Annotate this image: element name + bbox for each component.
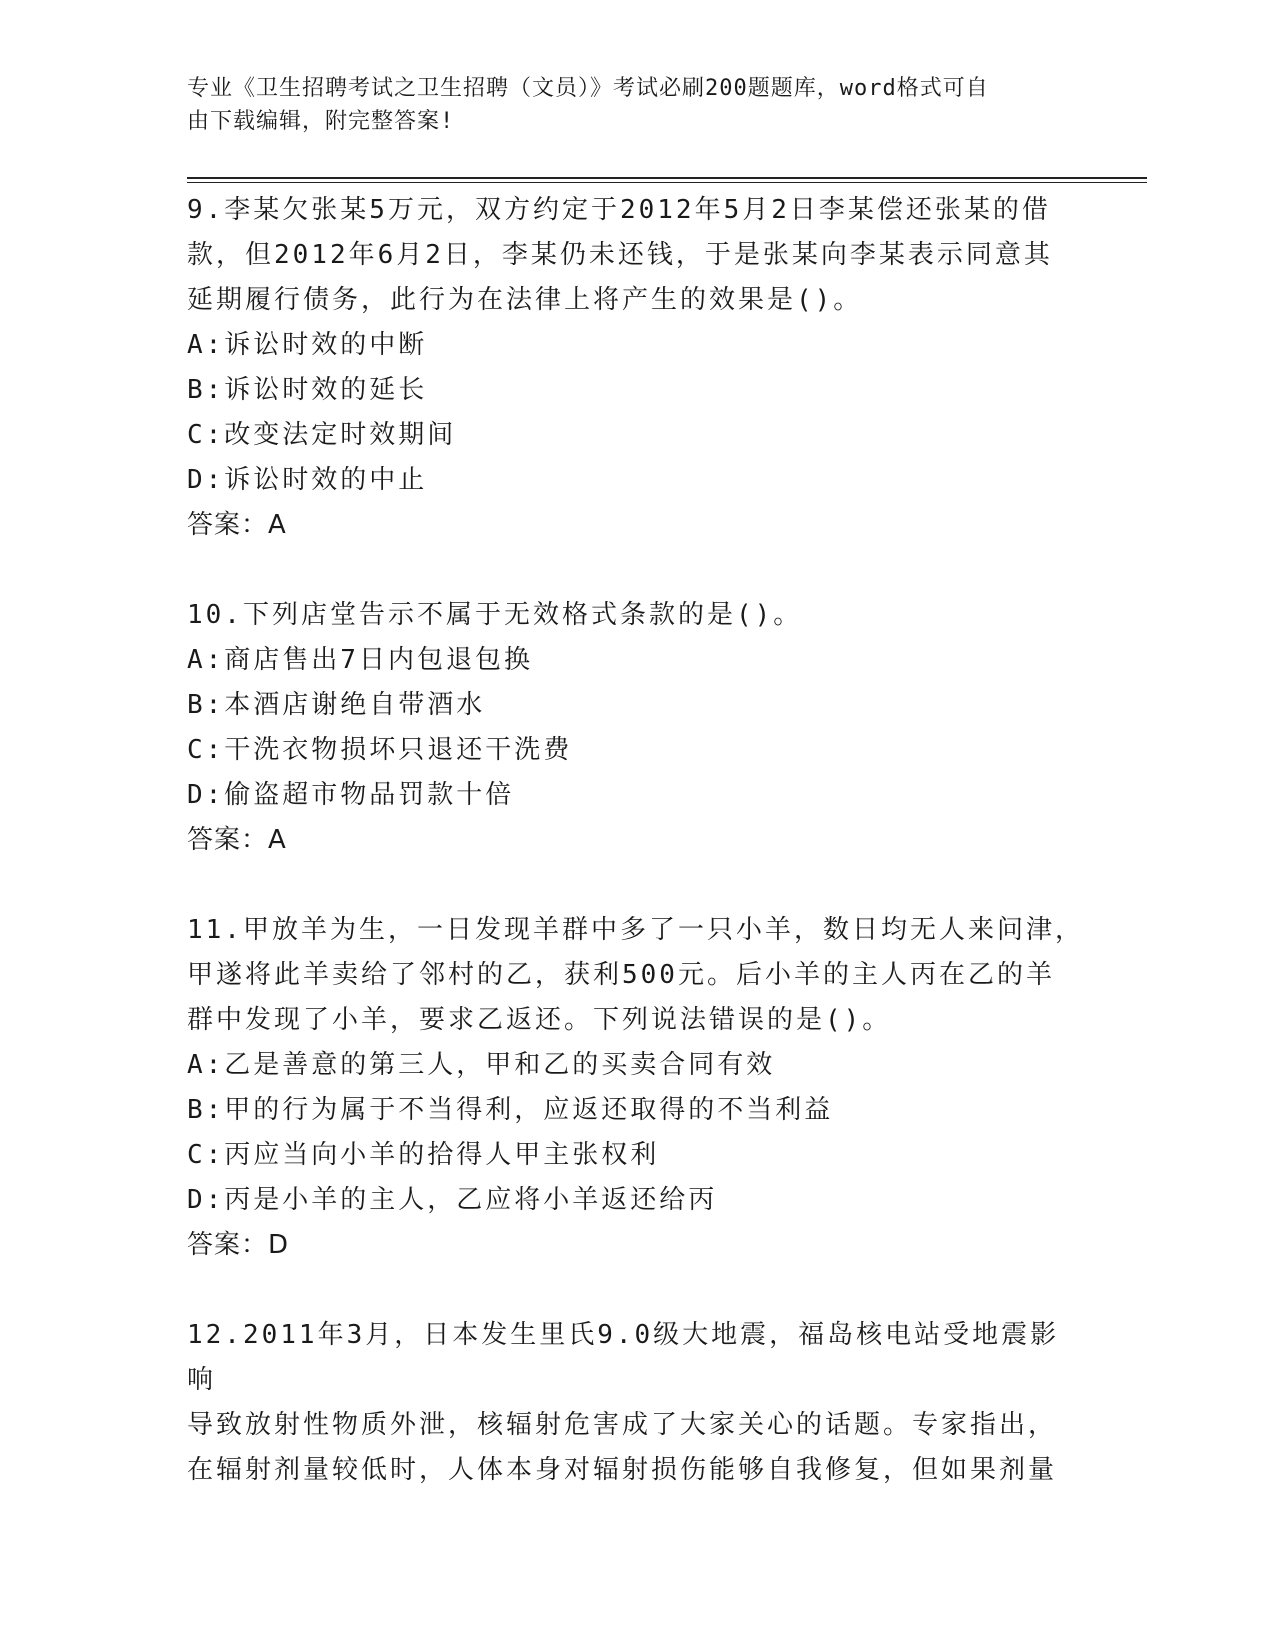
option-b: B:诉讼时效的延长	[187, 375, 428, 405]
option-c: C:丙应当向小羊的拾得人甲主张权利	[187, 1140, 660, 1170]
stem-line: 12.2011年3月，日本发生里氏9.0级大地震，福岛核电站受地震影响	[187, 1320, 1060, 1395]
spacer	[187, 1268, 1087, 1313]
option-d: D:偷盗超市物品罚款十倍	[187, 780, 515, 810]
option-d: D:诉讼时效的中止	[187, 465, 428, 495]
header-line-2: 由下载编辑，附完整答案!	[187, 109, 455, 134]
stem-line: 款，但2012年6月2日，李某仍未还钱，于是张某向李某表示同意其	[187, 240, 1053, 270]
question-stem	[187, 1313, 1087, 1493]
question-stem	[187, 908, 1087, 1043]
question-10	[187, 593, 1087, 863]
option-c: C:干洗衣物损坏只退还干洗费	[187, 735, 573, 765]
option-a: A:乙是善意的第三人，甲和乙的买卖合同有效	[187, 1050, 776, 1080]
answer-line: 答案：A	[187, 510, 287, 540]
option-b: B:甲的行为属于不当得利，应返还取得的不当利益	[187, 1095, 834, 1125]
header-divider-thin	[187, 182, 1147, 183]
stem-line: 群中发现了小羊，要求乙返还。下列说法错误的是()。	[187, 1005, 892, 1035]
question-stem	[187, 188, 1087, 323]
question-list	[187, 188, 1087, 1493]
stem-line: 10.下列店堂告示不属于无效格式条款的是()。	[187, 600, 803, 630]
option-a: A:商店售出7日内包退包换	[187, 645, 533, 675]
option-d: D:丙是小羊的主人，乙应将小羊返还给丙	[187, 1185, 718, 1215]
option-b: B:本酒店谢绝自带酒水	[187, 690, 486, 720]
stem-line: 延期履行债务，此行为在法律上将产生的效果是()。	[187, 285, 863, 315]
spacer	[187, 863, 1087, 908]
header-divider-thick	[187, 177, 1147, 179]
spacer	[187, 548, 1087, 593]
stem-line: 11.甲放羊为生，一日发现羊群中多了一只小羊，数日均无人来问津，	[187, 915, 1084, 945]
header-line-1: 专业《卫生招聘考试之卫生招聘（文员）》考试必刷200题题库，word格式可自	[187, 76, 989, 101]
document-header	[187, 72, 1067, 138]
stem-line: 导致放射性物质外泄，核辐射危害成了大家关心的话题。专家指出，	[187, 1410, 1058, 1440]
answer-line: 答案：D	[187, 1230, 290, 1260]
question-9	[187, 188, 1087, 548]
question-stem	[187, 593, 1087, 638]
stem-line: 甲遂将此羊卖给了邻村的乙，获利500元。后小羊的主人丙在乙的羊	[187, 960, 1055, 990]
option-c: C:改变法定时效期间	[187, 420, 457, 450]
stem-line: 9.李某欠张某5万元，双方约定于2012年5月2日李某偿还张某的借	[187, 195, 1051, 225]
stem-line: 在辐射剂量较低时，人体本身对辐射损伤能够自我修复，但如果剂量	[187, 1455, 1058, 1485]
question-11	[187, 908, 1087, 1268]
question-12	[187, 1313, 1087, 1493]
answer-line: 答案：A	[187, 825, 287, 855]
option-a: A:诉讼时效的中断	[187, 330, 428, 360]
